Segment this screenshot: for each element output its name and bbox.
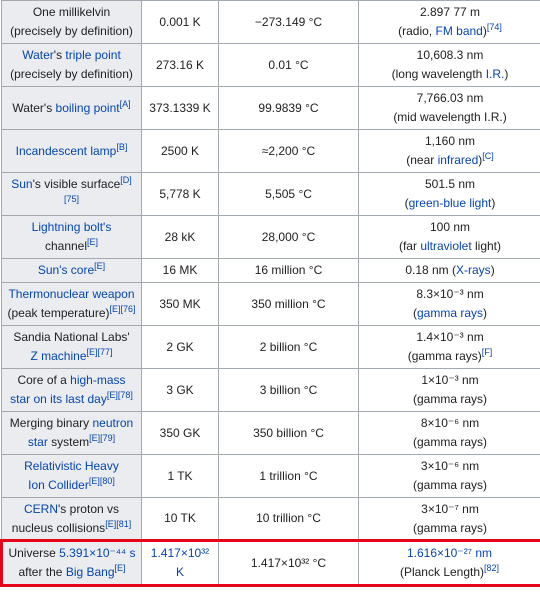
wavelength-cell: 1×10⁻³ nm (gamma rays) xyxy=(359,369,540,412)
table-row xyxy=(2,326,540,369)
suns-core-link[interactable]: Sun's core xyxy=(37,263,95,277)
wavelength-cell: 0.18 nm (X-rays) xyxy=(359,259,540,283)
object-cell: Lightning bolt's channel[E] xyxy=(2,216,142,259)
wavelength-cell: 2.897 77 m (radio, FM band)[74] xyxy=(359,1,540,44)
water-link[interactable]: Water xyxy=(22,48,54,62)
kelvin-cell: 1 TK xyxy=(142,455,219,498)
celsius-cell: 5,505 °C xyxy=(219,173,359,216)
table-row xyxy=(2,412,540,455)
table-row xyxy=(2,87,540,130)
celsius-cell: 2 billion °C xyxy=(219,326,359,369)
reference-link[interactable]: [D][75] xyxy=(63,175,132,204)
celsius-cell: 350 million °C xyxy=(219,283,359,326)
object-cell: CERN's proton vs nucleus collisions[E][81] xyxy=(2,498,142,541)
table-row xyxy=(2,1,540,44)
table-row xyxy=(2,369,540,412)
kelvin-cell: 10 TK xyxy=(142,498,219,541)
gamma-rays-link[interactable]: gamma rays xyxy=(416,306,484,320)
reference-link[interactable]: [F] xyxy=(481,347,493,357)
z-machine-link[interactable]: Z machine xyxy=(30,349,87,363)
reference-link[interactable]: [74] xyxy=(486,22,502,32)
table-row xyxy=(2,498,540,541)
table-row xyxy=(2,216,540,259)
reference-link[interactable]: [82] xyxy=(484,563,500,573)
celsius-cell: 10 trillion °C xyxy=(219,498,359,541)
kelvin-cell: 5,778 K xyxy=(142,173,219,216)
object-cell xyxy=(2,130,142,173)
reference-link[interactable]: [E][80] xyxy=(88,476,115,486)
reference-link[interactable]: [B] xyxy=(116,141,128,152)
kelvin-cell: 350 GK xyxy=(142,412,219,455)
high-mass-link[interactable]: high-mass xyxy=(70,373,126,387)
reference-link[interactable]: [C] xyxy=(482,151,494,161)
cern-link[interactable]: CERN xyxy=(24,501,59,516)
object-cell: Merging binary neutron star system[E][79] xyxy=(2,412,142,455)
object-cell: One millikelvin (precisely by definition) xyxy=(2,1,142,44)
highlighted-row xyxy=(2,541,540,586)
thermonuclear-weapon-link[interactable]: Thermonuclear weapon xyxy=(8,287,135,301)
star-last-day-link[interactable]: star on its last day xyxy=(10,392,107,406)
reference-link[interactable]: [E][78] xyxy=(106,390,133,400)
wavelength-cell: 3×10⁻⁶ nm (gamma rays) xyxy=(359,455,540,498)
triple-point-link[interactable]: triple point xyxy=(65,48,121,62)
celsius-cell: −273.149 °C xyxy=(219,1,359,44)
object-cell: Sun's visible surface[D][75] xyxy=(2,173,142,216)
kelvin-cell: 28 kK xyxy=(142,216,219,259)
incandescent-lamp-link[interactable]: Incandescent lamp xyxy=(15,143,117,158)
x-rays-link[interactable]: X-rays xyxy=(456,263,491,277)
table-row xyxy=(2,44,540,87)
wavelength-cell: 10,608.3 nm (long wavelength I.R.) xyxy=(359,44,540,87)
kelvin-cell: 3 GK xyxy=(142,369,219,412)
table-row xyxy=(2,283,540,326)
planck-time-link[interactable]: 5.391×10⁻⁴⁴ s xyxy=(59,546,136,560)
object-cell: Sandia National Labs' Z machine[E][77] xyxy=(2,326,142,369)
star-link[interactable]: star xyxy=(27,435,48,449)
wavelength-cell: 8.3×10⁻³ nm (gamma rays) xyxy=(359,283,540,326)
reference-link[interactable]: [E][81] xyxy=(105,518,132,529)
object-cell: Water's boiling point[A] xyxy=(2,87,142,130)
wavelength-cell: 1.616×10⁻²⁷ nm (Planck Length)[82] xyxy=(359,541,540,586)
ion-collider-link[interactable]: Ion Collider xyxy=(28,478,89,492)
fm-band-link[interactable]: FM band xyxy=(435,24,483,38)
wavelength-cell: 1.4×10⁻³ nm (gamma rays)[F] xyxy=(359,326,540,369)
reference-link[interactable]: [E] xyxy=(87,237,99,247)
object-cell: Water's triple point (precisely by definition) xyxy=(2,44,142,87)
planck-length-link[interactable]: 1.616×10⁻²⁷ nm xyxy=(406,546,493,560)
table-row xyxy=(2,173,540,216)
ultraviolet-link[interactable]: ultraviolet xyxy=(420,239,472,253)
planck-temperature-link[interactable]: 1.417×10³² K xyxy=(150,546,210,579)
lightning-link[interactable]: Lightning bolt's xyxy=(31,220,112,234)
wavelength-cell: 8×10⁻⁶ nm (gamma rays) xyxy=(359,412,540,455)
celsius-cell: 0.01 °C xyxy=(219,44,359,87)
sun-link[interactable]: Sun xyxy=(11,177,33,191)
celsius-cell: 16 million °C xyxy=(219,259,359,283)
wavelength-cell: 501.5 nm (green-blue light) xyxy=(359,173,540,216)
reference-link[interactable]: [E][79] xyxy=(89,433,116,443)
object-cell xyxy=(2,455,142,498)
celsius-cell: 1 trillion °C xyxy=(219,455,359,498)
kelvin-cell: 350 MK xyxy=(142,283,219,326)
infrared-link[interactable]: I.R. xyxy=(485,67,505,81)
kelvin-cell: 0.001 K xyxy=(142,1,219,44)
object-cell: Thermonuclear weapon (peak temperature)[E][76] xyxy=(2,283,142,326)
big-bang-link[interactable]: Big Bang xyxy=(65,565,115,579)
kelvin-cell: 16 MK xyxy=(142,259,219,283)
kelvin-cell: 273.16 K xyxy=(142,44,219,87)
kelvin-cell: 2500 K xyxy=(142,130,219,173)
celsius-cell: ≈2,200 °C xyxy=(219,130,359,173)
neutron-link[interactable]: neutron xyxy=(92,416,134,430)
celsius-cell: 1.417×10³² °C xyxy=(219,541,359,586)
object-cell: Universe 5.391×10⁻⁴⁴ s after the Big Bang[E] xyxy=(2,541,142,586)
object-cell xyxy=(2,259,142,283)
celsius-cell: 3 billion °C xyxy=(219,369,359,412)
kelvin-cell xyxy=(142,541,219,586)
boiling-point-link[interactable]: boiling point xyxy=(55,100,120,115)
wavelength-cell: 100 nm (far ultraviolet light) xyxy=(359,216,540,259)
infrared-link[interactable]: infrared xyxy=(437,153,479,167)
table-row xyxy=(2,259,540,283)
celsius-cell: 350 billion °C xyxy=(219,412,359,455)
table-row xyxy=(2,130,540,173)
celsius-cell: 99.9839 °C xyxy=(219,87,359,130)
wavelength-cell: 7,766.03 nm (mid wavelength I.R.) xyxy=(359,87,540,130)
reference-link[interactable]: [A] xyxy=(119,98,131,109)
reference-link[interactable]: [E][77] xyxy=(86,347,113,357)
green-blue-light-link[interactable]: green-blue light xyxy=(408,196,492,210)
reference-link[interactable]: [E] xyxy=(94,261,106,271)
celsius-cell: 28,000 °C xyxy=(219,216,359,259)
object-cell: Core of a high-mass star on its last day[E][78] xyxy=(2,369,142,412)
table-row xyxy=(2,455,540,498)
reference-link[interactable]: [E] xyxy=(114,563,126,573)
wavelength-cell: 3×10⁻⁷ nm (gamma rays) xyxy=(359,498,540,541)
reference-link[interactable]: [E][76] xyxy=(109,304,136,314)
wavelength-cell: 1,160 nm (near infrared)[C] xyxy=(359,130,540,173)
kelvin-cell: 373.1339 K xyxy=(142,87,219,130)
kelvin-cell: 2 GK xyxy=(142,326,219,369)
rhic-link[interactable]: Relativistic Heavy xyxy=(24,459,119,473)
